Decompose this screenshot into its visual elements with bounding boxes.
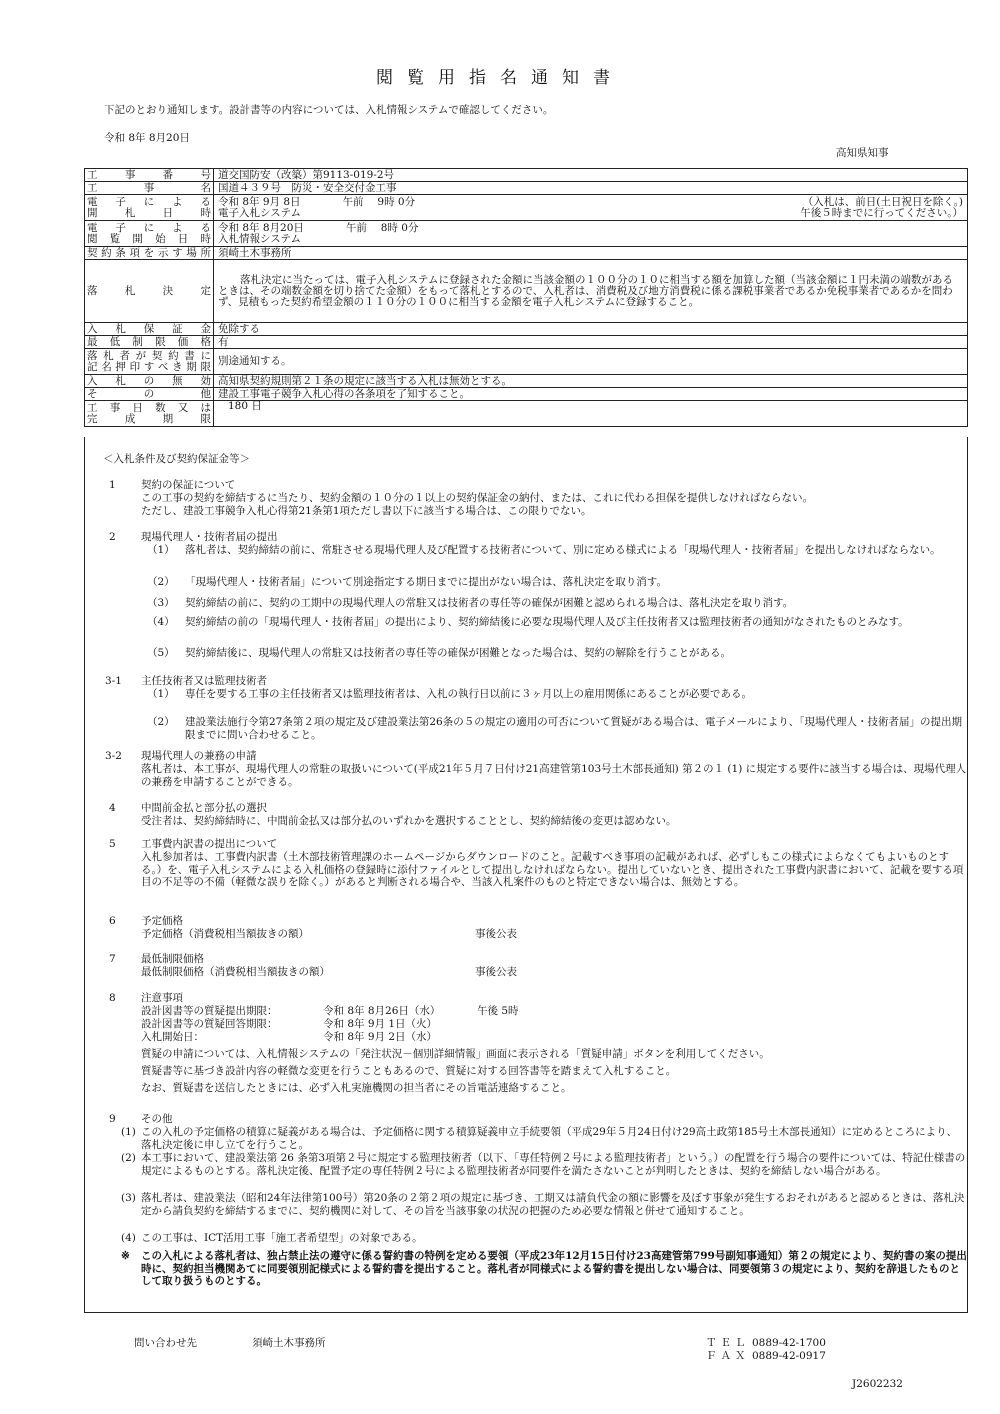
item-text: 建設業法施行令第27条第２項の規定及び建設業法第26条の５の規定の適用の可否について質疑がある場合は、電子メールにより、「現場代理人・技術者届」の提出期限までに問い合わせること。 xyxy=(185,716,963,741)
section-text: なお、質疑書を送信したときには、必ず入札実施機関の担当者にその旨電話連絡すること。 xyxy=(141,1082,572,1094)
table-row xyxy=(85,182,968,195)
item-number: （1） xyxy=(147,544,175,556)
antitrust-note: この入札による落札者は、独占禁止法の遵守に係る誓約書の特例を定める要領（平成23年12月15日付け23高建管第799号副知事通知）第２の規定により、契約書の案の提出時に、契約担当機関あてに同要領別記様式による誓約書を提出すること。落札者が同様式による誓約書を提出しない場合は、同要領第３の規定により、契約を辞退したものとして取り扱うものとする。 xyxy=(141,1250,967,1287)
item-text: 落札者は、建設業法（昭和24年法律第100号）第20条の２第２項の規定に基づき、工期又は請負代金の額に影響を及ぼす事象が発生するおそれがあると認めるときは、落札決定から請負契約を締結するまでに、契約機関に対して、その旨を当該事象の状況の把握のため必要な情報と併せて通知すること。 xyxy=(141,1192,965,1217)
schedule-label: 設計図書等の質疑回答期限： xyxy=(141,1018,278,1030)
table-row xyxy=(85,401,968,427)
intro-text: 下記のとおり通知します。設計書等の内容については、入札情報システムで確認してください。 xyxy=(104,104,554,116)
section-number: 1 xyxy=(109,479,116,491)
table-row xyxy=(85,221,968,247)
section-title: 工事費内訳書の提出について xyxy=(141,838,278,850)
section-text: 入札参加者は、工事費内訳書（土木部技術管理課のホームページからダウンロードのこと。記載すべき事項の記載があれば、必ずしもこの様式によらなくてもよいものとする。）を、電子入札システムによる入札価格の登録時に添付ファイルとして提出しなければならない。提出していないとき、提出された工事費内訳書において、記載を要する項目の不足等の不備（軽微な誤りを除く。）があると判断される場合や、当該入札案件のものと特定できない場合は、無効とする。 xyxy=(141,851,964,888)
bid-note-line1: （入札は、前日(土日祝日を除く。) xyxy=(802,195,963,208)
table-row xyxy=(85,323,968,336)
fax-label: ＦＡＸ xyxy=(706,1350,750,1362)
section-title: その他 xyxy=(141,1113,173,1125)
item-number: (2) xyxy=(121,1152,136,1164)
section-title: 契約の保証について xyxy=(141,479,236,491)
bid-time: 午前 9時 0分 xyxy=(342,195,416,208)
tel-label: ＴＥＬ xyxy=(706,1337,750,1349)
bid-date-label: 電 子 に よ る 開 札 日 時 xyxy=(85,195,214,221)
item-text: この入札の予定価格の積算に疑義がある場合は、予定価格に関する積算疑義申立手続要領（平成29年５月24日付け29高土政第185号土木部長通知）に定めるところにより、落札決定後に申し立てを行うこと。 xyxy=(141,1126,958,1151)
view-date-cell xyxy=(214,221,968,247)
section-number: 2 xyxy=(109,531,116,543)
bid-date: 令和 8年 9月 8日 xyxy=(218,195,301,208)
item-text: 落札者は、契約締結の前に、常駐させる現場代理人及び配置する技術者について、別に定める様式による「現場代理人・技術者届」を提出しなければならない。 xyxy=(185,544,941,556)
table-row xyxy=(85,260,968,323)
bid-note-line2: 午後５時までに行ってください。） xyxy=(800,206,963,219)
section-text: ただし、建設工事競争入札心得第21条第1項ただし書以下に該当する場合は、この限りでない。 xyxy=(141,505,592,517)
section-title: 中間前金払と部分払の選択 xyxy=(141,802,267,814)
section-title: 現場代理人・技術者届の提出 xyxy=(141,531,278,543)
item-text: 契約締結後に、現場代理人の常駐又は技術者の専任等の確保が困難となった場合は、契約の解除を行うことがある。 xyxy=(185,647,731,659)
item-text: 本工事において、建設業法第 26 条第3項第２号に規定する監理技術者（以下、「専任特例２号による監理技術者」という。）の配置を行う場合の要件については、特記仕様書の規定によるものとする。落札決定後、配置予定の専任特例２号による監理技術者が同要件を満たさないことが判明したときは、契約を締結しない場合がある。 xyxy=(141,1152,966,1177)
table-row xyxy=(85,247,968,260)
schedule-date: 令和 8年 8月26日（水） xyxy=(323,1005,441,1017)
section-title: 主任技術者又は監理技術者 xyxy=(141,675,267,687)
days-label: 工 事 日 数 又 は 完 成 期 限 xyxy=(85,401,214,427)
price-label: 最低制限価格（消費税相当額抜きの額） xyxy=(141,966,330,978)
section-number: 6 xyxy=(109,915,116,927)
section-title: 注意事項 xyxy=(141,992,183,1004)
contract-office: 須崎土木事務所 xyxy=(214,247,968,260)
section-title: 予定価格 xyxy=(141,915,183,927)
view-date: 令和 8年 8月20日 xyxy=(218,221,304,234)
work-no: 道交国防安（改築）第9113-019-2号 xyxy=(214,169,968,182)
document-code: J2602232 xyxy=(852,1378,903,1390)
section-number: 7 xyxy=(109,953,116,965)
view-method: 入札情報システム xyxy=(218,232,301,245)
view-time: 午前 8時 0分 xyxy=(345,221,419,234)
section-text: 受注者は、契約締結時に、中間前金払又は部分払のいずれかを選択することとし、契約締結後の変更は認めない。 xyxy=(141,815,677,827)
item-number: （2） xyxy=(147,576,175,588)
guarantee-label: 入 札 保 証 金 xyxy=(85,323,214,336)
price-value: 事後公表 xyxy=(475,966,517,978)
section-number: 5 xyxy=(109,838,116,850)
item-number: （2） xyxy=(147,716,175,728)
min-price-label: 最 低 制 限 価 格 xyxy=(85,336,214,349)
table-row xyxy=(85,375,968,388)
schedule-time: 午後 5時 xyxy=(477,1005,519,1017)
seal-label: 落札者が契約書に 記名押印すべき期限 xyxy=(85,349,214,375)
seal-deadline: 別途通知する。 xyxy=(214,349,968,375)
table-row xyxy=(85,349,968,375)
item-number: (3) xyxy=(121,1192,136,1204)
section-title: 最低制限価格 xyxy=(141,953,204,965)
conditions-box xyxy=(84,437,968,1313)
item-text: 契約締結の前の「現場代理人・技術者届」の提出により、契約締結後に必要な現場代理人及び主任技術者又は監理技術者の通知がなされたものとみなす。 xyxy=(185,616,909,628)
issue-date: 令和 8年 8月20日 xyxy=(104,132,190,144)
section-text: 落札者は、本工事が、現場代理人の常駐の取扱いについて(平成21年５月７日付け21高建管第103号土木部長通知) 第２の１ (1) に規定する要件に該当する場合は、現場代理人の兼務を申請することができる。 xyxy=(141,763,967,788)
item-text: 専任を要する工事の主任技術者又は監理技術者は、入札の執行日以前に３ヶ月以上の雇用関係にあることが必要である。 xyxy=(185,688,752,700)
schedule-label: 入札開始日： xyxy=(141,1031,204,1043)
schedule-date: 令和 8年 9月 1日（火） xyxy=(323,1018,438,1030)
schedule-label: 設計図書等の質疑提出期限： xyxy=(141,1005,278,1017)
table-row xyxy=(85,169,968,182)
invalid-text: 高知県契約規則第２１条の規定に該当する入札は無効とする。 xyxy=(214,375,968,388)
item-number: （5） xyxy=(147,647,175,659)
decision-label: 落 札 決 定 xyxy=(85,260,214,323)
bid-date-cell xyxy=(214,195,968,221)
min-price: 有 xyxy=(214,336,968,349)
table-row xyxy=(85,336,968,349)
contact-label: 問い合わせ先 xyxy=(134,1337,197,1349)
section-number: 3-1 xyxy=(105,675,122,687)
work-days: 180 日 xyxy=(214,401,968,427)
section-text: 質疑書等に基づき設計内容の軽微な変更を行うこともあるので、質疑に対する回答書等を踏まえて入札すること。 xyxy=(141,1065,677,1077)
item-number: （4） xyxy=(147,616,175,628)
item-text: 「現場代理人・技術者届」について別途指定する期日までに提出がない場合は、落札決定を取り消す。 xyxy=(185,576,667,588)
other-text: 建設工事電子競争入札心得の各条項を了知すること。 xyxy=(214,388,968,401)
other-label: そ の 他 xyxy=(85,388,214,401)
table-row xyxy=(85,388,968,401)
contract-office-label: 契約条項を示す場所 xyxy=(85,247,214,260)
bid-method: 電子入札システム xyxy=(218,206,301,219)
contact-office: 須崎土木事務所 xyxy=(252,1337,326,1349)
section-number: 4 xyxy=(109,802,116,814)
work-name-label: 工 事 名 xyxy=(85,182,214,195)
item-text: 契約締結の前に、契約の工期中の現場代理人の常駐又は技術者の専任等の確保が困難と認められる場合は、落札決定を取り消す。 xyxy=(185,597,794,609)
conditions-heading: ＜入札条件及び契約保証金等＞ xyxy=(103,453,250,465)
item-number: (4) xyxy=(121,1232,136,1244)
work-no-label: 工 事 番 号 xyxy=(85,169,214,182)
price-label: 予定価格（消費税相当額抜きの額） xyxy=(141,928,309,940)
guarantee: 免除する xyxy=(214,323,968,336)
issuer: 高知県知事 xyxy=(836,147,889,159)
section-number: 9 xyxy=(109,1113,116,1125)
item-number: （3） xyxy=(147,597,175,609)
view-date-label: 電 子 に よ る 閲覧開始日時 xyxy=(85,221,214,247)
section-text: この工事の契約を締結するに当たり、契約金額の１０分の１以上の契約保証金の納付、または、これに代わる担保を提供しなければならない。 xyxy=(141,492,813,504)
item-text: この工事は、ICT活用工事「施工者希望型」の対象である。 xyxy=(141,1232,423,1244)
section-text: 質疑の申請については、入札情報システムの「発注状況－個別詳細情報」画面に表示される「質疑申請」ボタンを利用してください。 xyxy=(141,1048,770,1060)
section-number: 3-2 xyxy=(105,750,122,762)
decision-text: 落札決定に当たっては、電子入札システムに登録された金額に当該金額の１００分の１０に相当する額を加算した額（当該金額に１円未満の端数があるときは、その端数金額を切り捨てた金額）をもって落札とするので、入札者は、消費税及び地方消費税に係る課税事業者であるか免税事業者であるかを問わず、見積もった契約希望金額の１１０分の１００に相当する金額を電子入札システムに登録すること。 xyxy=(214,260,968,323)
work-name: 国道４３９号 防災・安全交付金工事 xyxy=(214,182,968,195)
section-title: 現場代理人の兼務の申請 xyxy=(141,750,257,762)
notice-table xyxy=(84,168,968,427)
item-number: (1) xyxy=(121,1126,136,1138)
section-number: 8 xyxy=(109,992,116,1004)
table-row xyxy=(85,195,968,221)
tel-number: 0889-42-1700 xyxy=(752,1337,826,1349)
invalid-label: 入 札 の 無 効 xyxy=(85,375,214,388)
document-title: 閲覧用指名通知書 xyxy=(376,68,624,88)
fax-number: 0889-42-0917 xyxy=(752,1350,826,1362)
item-number: （1） xyxy=(147,688,175,700)
schedule-date: 令和 8年 9月 2日（水） xyxy=(323,1031,438,1043)
price-value: 事後公表 xyxy=(475,928,517,940)
note-mark: ※ xyxy=(121,1250,130,1262)
